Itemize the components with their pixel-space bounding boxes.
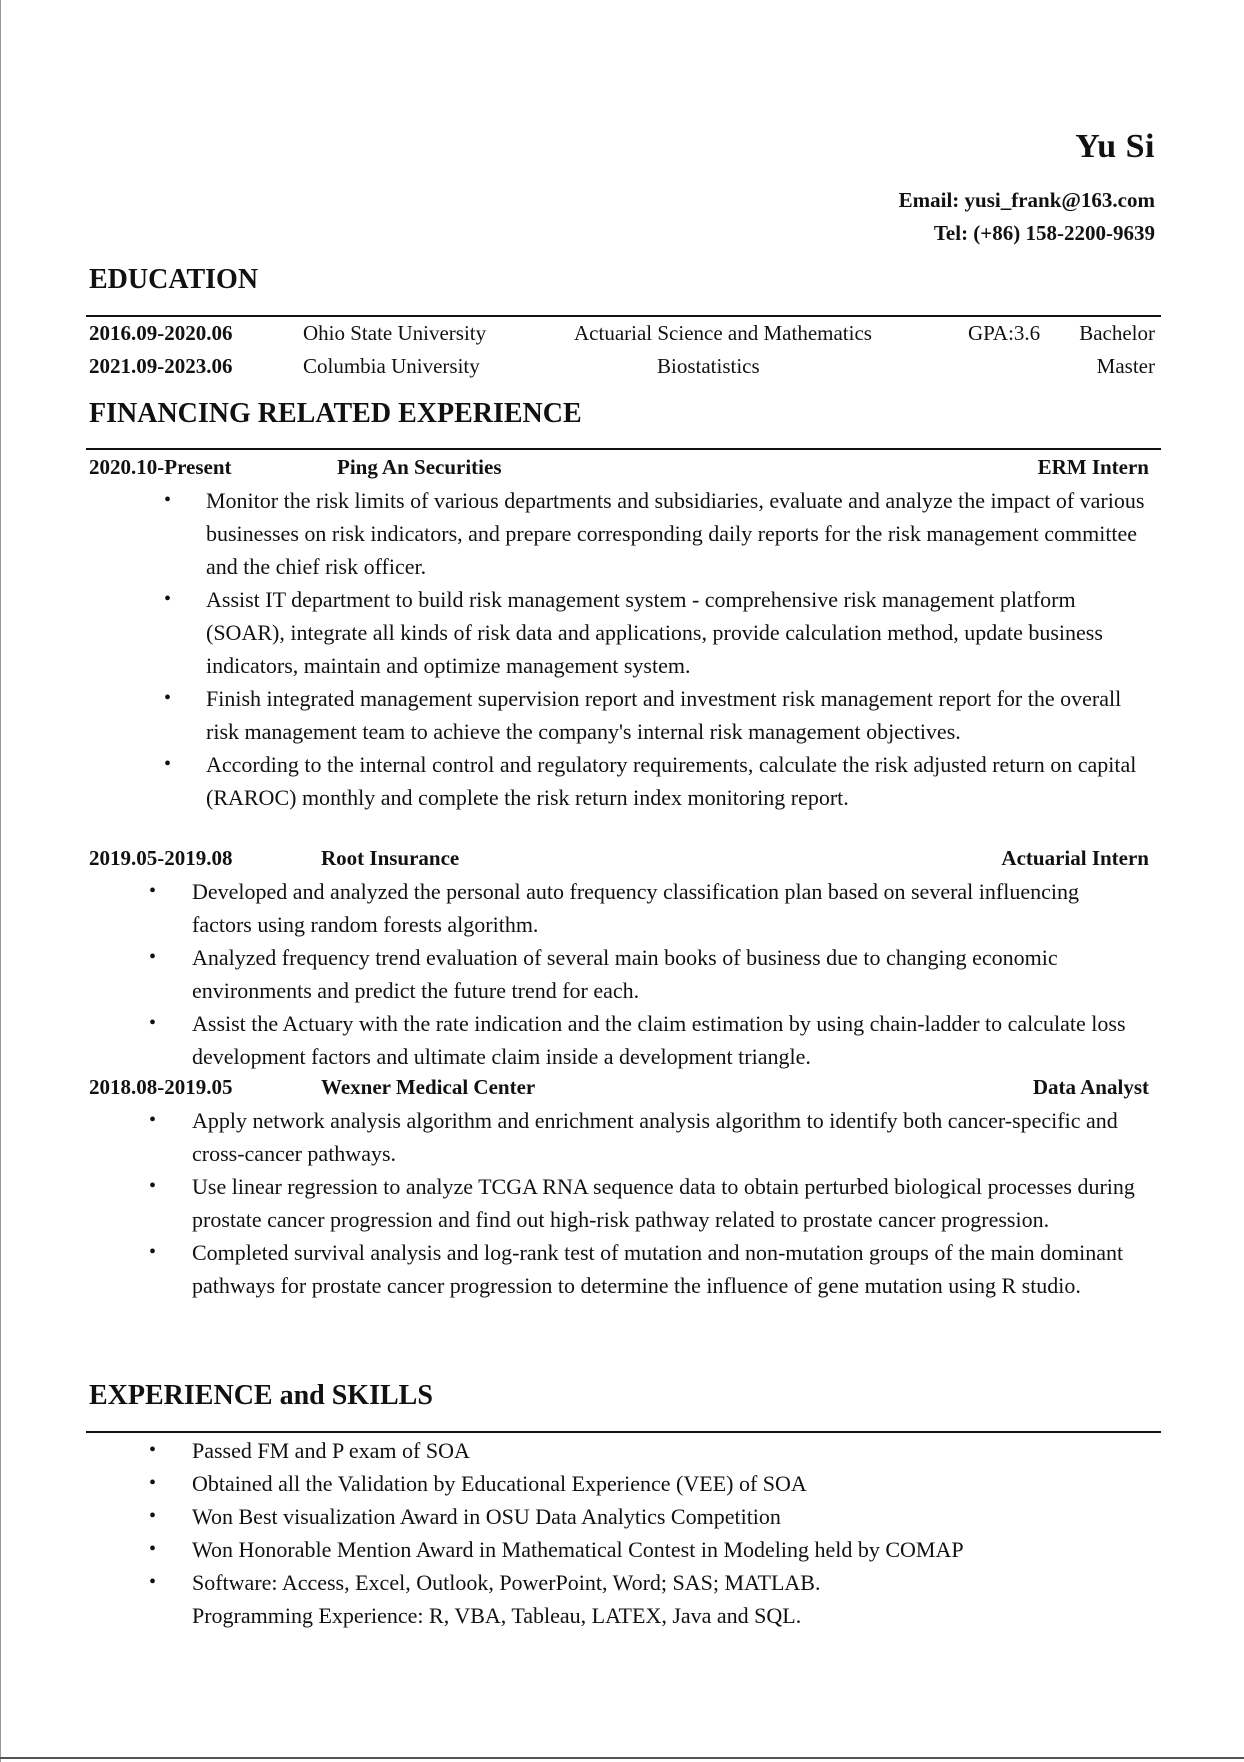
- section-divider: [86, 1431, 1161, 1433]
- bullet-text: According to the internal control and regulatory requirements, calculate the risk adjusted return on capital (RAROC) monthly and complete the risk return index monitoring report.: [206, 752, 1137, 810]
- education-row: [89, 321, 1155, 351]
- skill-text: Obtained all the Validation by Educational Experience (VEE) of SOA: [192, 1471, 807, 1496]
- bullet-icon: •: [149, 1175, 157, 1197]
- section-divider: [86, 315, 1161, 317]
- list-item: [192, 1599, 1142, 1632]
- job-date: 2020.10-Present: [89, 455, 232, 479]
- section-divider: [86, 448, 1161, 450]
- job-header-ping-an: [89, 455, 1149, 483]
- skill-text: Won Honorable Mention Award in Mathematical Contest in Modeling held by COMAP: [192, 1537, 964, 1562]
- bullet-icon: •: [164, 687, 172, 709]
- bullet-icon: •: [149, 1439, 157, 1461]
- education-row: [89, 354, 1155, 384]
- section-title-skills: EXPERIENCE and SKILLS: [89, 1380, 433, 1411]
- bullet-icon: •: [149, 1012, 157, 1034]
- job-company: Ping An Securities: [337, 455, 502, 479]
- bullet-text: Assist IT department to build risk management system - comprehensive risk management platform (SOAR), integrate all kinds of risk data and applications, provide calculation method, update business indicators, maintain and optimize management system.: [206, 587, 1103, 678]
- education-date: 2016.09-2020.06: [89, 321, 233, 345]
- job-date: 2019.05-2019.08: [89, 846, 233, 870]
- bullet-text: Developed and analyzed the personal auto frequency classification plan based on several influencing factors using random forests algorithm.: [192, 879, 1079, 937]
- page-border-left: [0, 0, 1, 1762]
- list-item: [164, 583, 1156, 682]
- skill-text: Passed FM and P exam of SOA: [192, 1438, 470, 1463]
- bullet-icon: •: [164, 489, 172, 511]
- education-degree: Bachelor: [1079, 321, 1155, 345]
- job-role: Data Analyst: [1032, 1075, 1149, 1099]
- job-bullet-list: [164, 484, 1156, 814]
- list-item: [149, 1434, 1142, 1467]
- bullet-icon: •: [149, 1241, 157, 1263]
- list-item: [149, 1533, 1142, 1566]
- list-item: [149, 941, 1142, 1007]
- bullet-text: Completed survival analysis and log-rank test of mutation and non-mutation groups of the main dominant pathways for prostate cancer progression to determine the influence of gene mutation using R studio.: [192, 1240, 1124, 1298]
- bullet-text: Apply network analysis algorithm and enrichment analysis algorithm to identify both cancer-specific and cross-cancer pathways.: [192, 1108, 1118, 1166]
- list-item: [149, 875, 1142, 941]
- job-header-root-insurance: [89, 846, 1149, 874]
- section-title-experience: FINANCING RELATED EXPERIENCE: [89, 398, 582, 429]
- bullet-text: Use linear regression to analyze TCGA RNA sequence data to obtain perturbed biological processes during prostate cancer progression and find out high-risk pathway related to prostate cancer progression.: [192, 1174, 1135, 1232]
- skills-list: [149, 1434, 1142, 1632]
- list-item: [149, 1500, 1142, 1533]
- job-bullet-list: [149, 1104, 1162, 1302]
- list-item: [149, 1104, 1162, 1170]
- candidate-name: Yu Si: [1075, 128, 1155, 165]
- education-date: 2021.09-2023.06: [89, 354, 233, 378]
- education-gpa: GPA:3.6: [968, 321, 1041, 345]
- list-item: [149, 1236, 1162, 1302]
- contact-phone[interactable]: Tel: (+86) 158-2200-9639: [933, 221, 1155, 245]
- skill-text: Won Best visualization Award in OSU Data Analytics Competition: [192, 1504, 781, 1529]
- bullet-icon: •: [164, 588, 172, 610]
- list-item: [164, 484, 1156, 583]
- bullet-icon: •: [164, 753, 172, 775]
- bullet-icon: •: [149, 946, 157, 968]
- bullet-icon: •: [149, 1538, 157, 1560]
- page-border-bottom: [0, 1757, 1244, 1759]
- job-company: Wexner Medical Center: [321, 1075, 536, 1099]
- bullet-icon: •: [149, 1109, 157, 1131]
- job-date: 2018.08-2019.05: [89, 1075, 233, 1099]
- job-bullet-list: [149, 875, 1142, 1073]
- bullet-text: Analyzed frequency trend evaluation of several main books of business due to changing economic environments and predict the future trend for each.: [192, 945, 1058, 1003]
- skill-text: Software: Access, Excel, Outlook, PowerPoint, Word; SAS; MATLAB.: [192, 1570, 821, 1595]
- list-item: [149, 1566, 1142, 1599]
- list-item: [149, 1170, 1162, 1236]
- job-role: Actuarial Intern: [1001, 846, 1149, 870]
- education-school: Ohio State University: [303, 321, 487, 345]
- job-header-wexner: [89, 1075, 1149, 1103]
- job-role: ERM Intern: [1037, 455, 1149, 479]
- list-item: [164, 682, 1156, 748]
- bullet-text: Monitor the risk limits of various departments and subsidiaries, evaluate and analyze the impact of various businesses on risk indicators, and prepare corresponding daily reports for the risk management committee and the chief risk officer.: [206, 488, 1145, 579]
- list-item: [164, 748, 1156, 814]
- list-item: [149, 1467, 1142, 1500]
- section-title-education: EDUCATION: [89, 264, 259, 295]
- bullet-text: Finish integrated management supervision report and investment risk management report for the overall risk management team to achieve the company's internal risk management objectives.: [206, 686, 1122, 744]
- education-degree: Master: [1096, 354, 1155, 378]
- bullet-icon: •: [149, 1571, 157, 1593]
- list-item: [149, 1007, 1142, 1073]
- bullet-icon: •: [149, 1472, 157, 1494]
- skill-text: Programming Experience: R, VBA, Tableau, LATEX, Java and SQL.: [192, 1603, 802, 1628]
- bullet-icon: •: [149, 880, 157, 902]
- bullet-icon: •: [149, 1505, 157, 1527]
- job-company: Root Insurance: [321, 846, 460, 870]
- education-school: Columbia University: [303, 354, 480, 378]
- education-major: Actuarial Science and Mathematics: [574, 321, 872, 345]
- bullet-text: Assist the Actuary with the rate indication and the claim estimation by using chain-ladder to calculate loss development factors and ultimate claim inside a development triangle.: [192, 1011, 1126, 1069]
- contact-email[interactable]: Email: yusi_frank@163.com: [898, 188, 1155, 212]
- education-major: Biostatistics: [657, 354, 760, 378]
